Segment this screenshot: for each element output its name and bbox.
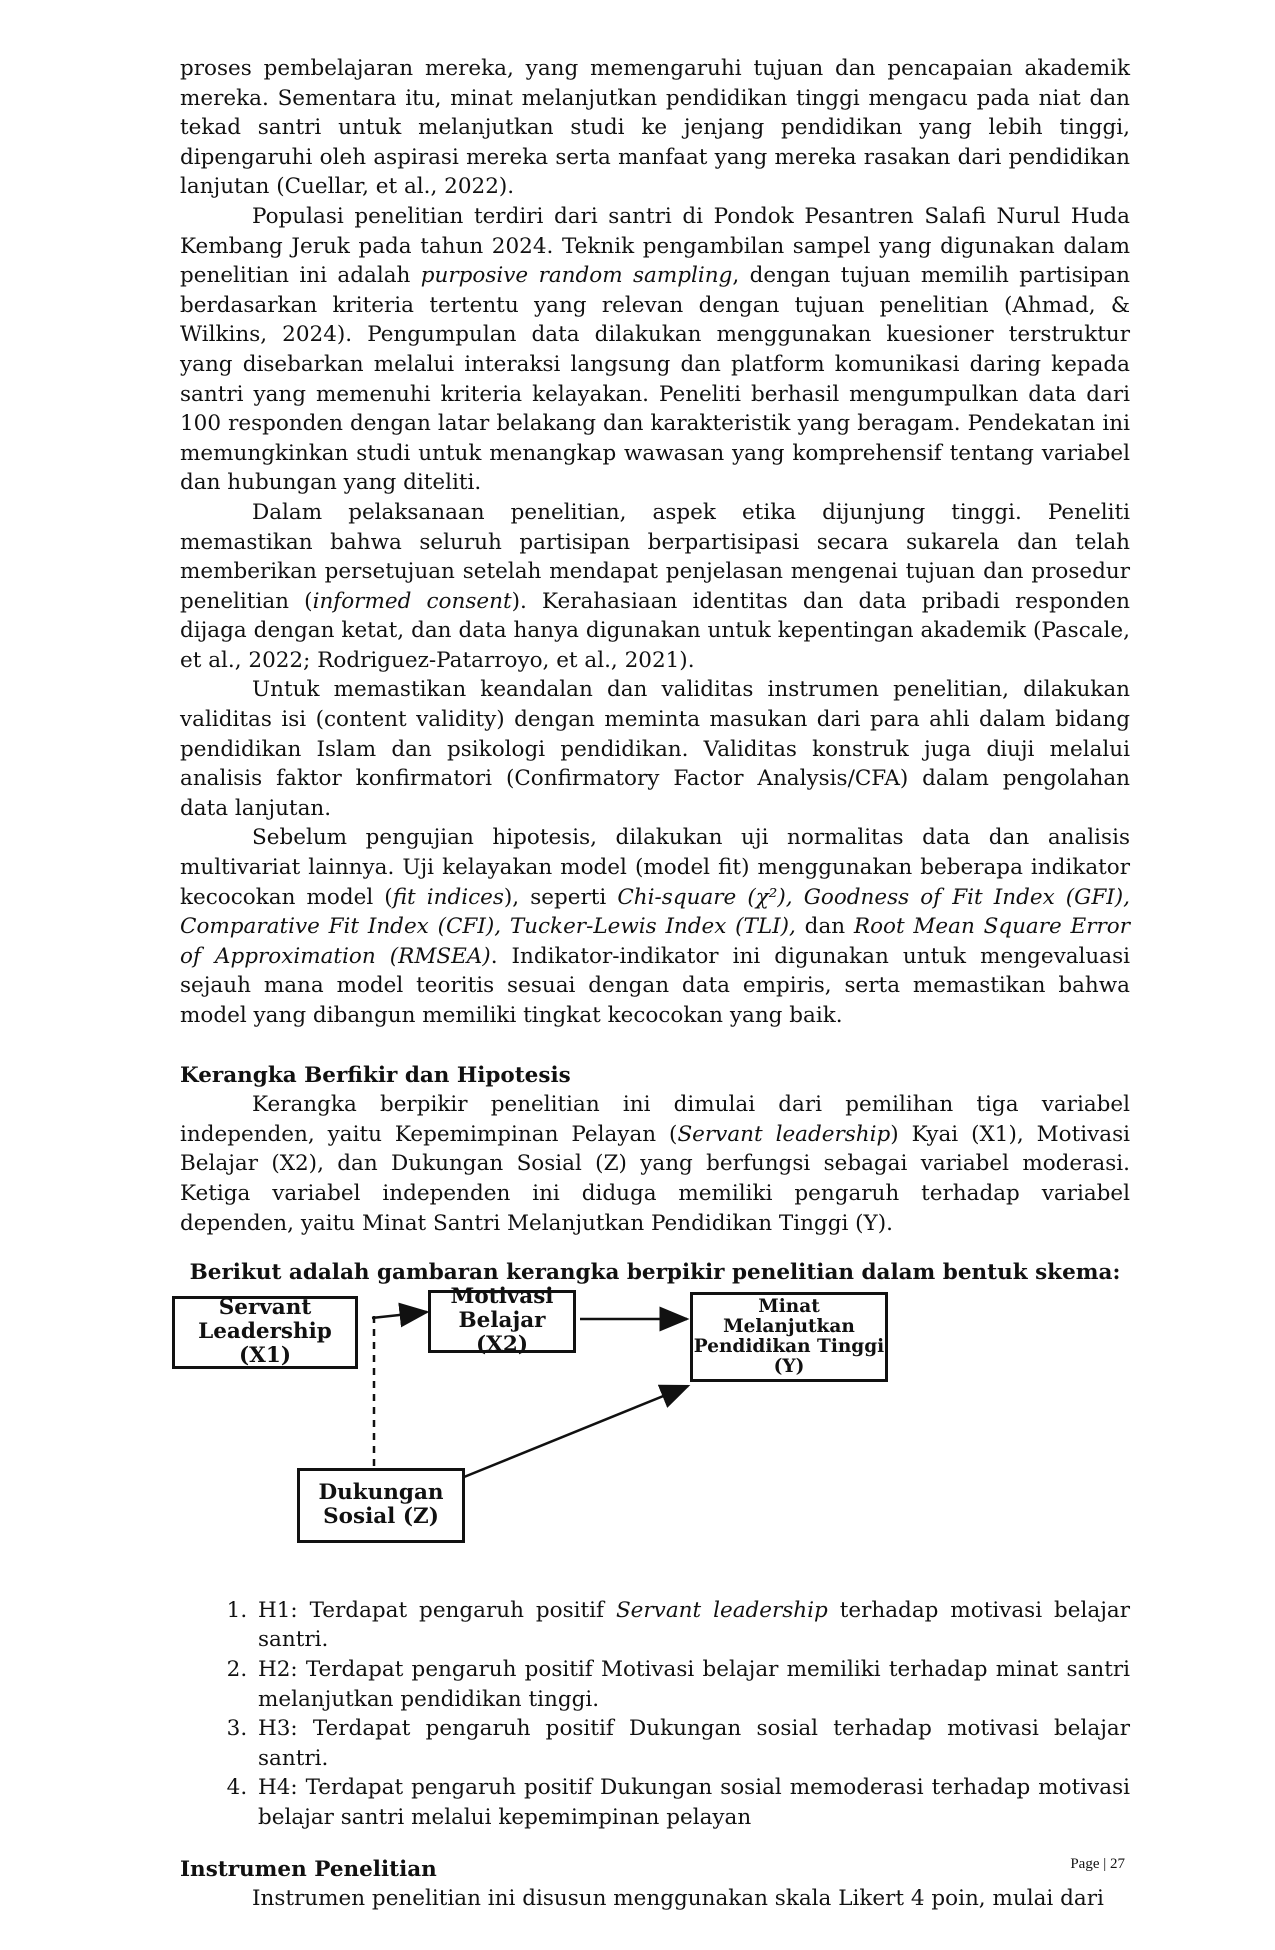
- text-span: terhadap motivasi belajar santri.: [258, 1597, 1130, 1653]
- page-number: Page | 27: [1070, 1856, 1125, 1872]
- italic-term: Servant leadership: [615, 1597, 828, 1623]
- paragraph-4: Untuk memastikan keandalan dan validitas instrumen penelitian, dilakukan validitas isi (content validity) dengan meminta masukan dari para ahli dalam bidang pendidikan Islam dan psikologi pendidikan. Validitas konstruk juga diuji melalui analisis faktor konfirmatori (Confirmatory Factor Analysis/CFA) dalam pengolahan data lanjutan.: [180, 677, 1130, 821]
- paragraph-5: [180, 823, 1130, 1030]
- section-heading-kerangka: Kerangka Berfikir dan Hipotesis: [180, 1062, 571, 1088]
- italic-term: Root Mean Square Error of Approximation (RMSEA): [180, 914, 1130, 969]
- text-span: ), seperti: [503, 884, 618, 910]
- paragraph-2: [180, 202, 1130, 498]
- arrow-z-to-y: [464, 1386, 688, 1477]
- hypothesis-item: 4. H4: Terdapat pengaruh positif Dukungan sosial memoderasi terhadap motivasi belajar santri melalui kepemimpinan pelayan: [254, 1773, 1130, 1832]
- text-span: ) Kyai (X1), Motivasi Belajar (X2), dan Dukungan Sosial (Z) yang berfungsi sebagai variabel moderasi. Ketiga variabel independen ini diduga memiliki pengaruh terhadap variabel dependen, yaitu Minat Santri Melanjutkan Pendidikan Tinggi (Y).: [180, 1121, 1130, 1236]
- box-x2-motivasi-belajar: Motivasi Belajar (X2): [428, 1290, 576, 1353]
- text-span: Dalam pelaksanaan penelitian, aspek etika dijunjung tinggi. Peneliti memastikan bahwa seluruh partisipan berpartisipasi secara sukarela dan telah memberikan persetujuan setelah mendapat penjelasan mengenai tujuan dan prosedur penelitian (: [180, 499, 1130, 614]
- paragraph-1: proses pembelajaran mereka, yang memengaruhi tujuan dan pencapaian akademik mereka. Sementara itu, minat melanjutkan pendidikan tinggi mengacu pada niat dan tekad santri untuk melanjutkan studi ke jenjang pendidikan yang lebih tinggi, dipengaruhi oleh aspirasi mereka serta manfaat yang mereka rasakan dari pendidikan lanjutan (Cuellar, et al., 2022).: [180, 56, 1130, 200]
- italic-term: informed consent: [312, 588, 512, 614]
- box-y-minat-melanjutkan: Minat Melanjutkan Pendidikan Tinggi (Y): [690, 1292, 888, 1382]
- paragraph-kerangka: [180, 1090, 1130, 1238]
- hypotheses-list: [180, 1596, 1130, 1833]
- text-span: H1: Terdapat pengaruh positif: [258, 1597, 616, 1623]
- box-x1-servant-leadership: Servant Leadership (X1): [172, 1296, 358, 1369]
- text-span: ). Kerahasiaan identitas dan data pribadi responden dijaga dengan ketat, dan data hanya digunakan untuk kepentingan akademik (Pascale, et al., 2022; Rodriguez-Patarroyo, et al., 2021).: [180, 588, 1130, 673]
- hypothesis-item: 2. H2: Terdapat pengaruh positif Motivasi belajar memiliki terhadap minat santri melanjutkan pendidikan tinggi.: [254, 1655, 1130, 1714]
- italic-term: Chi-square (χ²), Goodness of Fit Index (GFI), Comparative Fit Index (CFI), Tucker-Lewis Index (TLI),: [180, 884, 1130, 940]
- hypothesis-item: 3. H3: Terdapat pengaruh positif Dukungan sosial terhadap motivasi belajar santri.: [254, 1714, 1130, 1773]
- italic-term: fit indices: [392, 884, 504, 910]
- italic-term: purposive random sampling: [420, 263, 733, 289]
- paragraph-3: [180, 498, 1130, 676]
- spacer: [180, 1031, 1130, 1061]
- text-span: . Indikator-indikator ini digunakan untuk mengevaluasi sejauh mana model teoritis sesuai dengan data empiris, serta memastikan bahwa model yang dibangun memiliki tingkat kecocokan yang baik.: [180, 943, 1130, 1028]
- italic-term: Servant leadership: [677, 1121, 891, 1147]
- text-span: Kerangka berpikir penelitian ini dimulai dari pemilihan tiga variabel independen, yaitu Kepemimpinan Pelayan (: [180, 1092, 1130, 1147]
- text-span: , dengan tujuan memilih partisipan berdasarkan kriteria tertentu yang relevan dengan tujuan penelitian (Ahmad, & Wilkins, 2024). Pengumpulan data dilakukan menggunakan kuesioner terstruktur yang disebarkan melalui interaksi langsung dan platform komunikasi daring kepada santri yang memenuhi kriteria kelayakan. Peneliti berhasil mengumpulkan data dari 100 responden dengan latar belakang dan karakteristik yang beragam. Pendekatan ini memungkinkan studi untuk menangkap wawasan yang komprehensif tentang variabel dan hubungan yang diteliti.: [180, 263, 1130, 496]
- box-z-dukungan-sosial: Dukungan Sosial (Z): [297, 1468, 465, 1543]
- section-heading-instrumen: Instrumen Penelitian: [180, 1856, 437, 1882]
- figure-caption: Berikut adalah gambaran kerangka berpikir penelitian dalam bentuk skema:: [189, 1260, 1121, 1286]
- paragraph-instrumen: Instrumen penelitian ini disusun menggunakan skala Likert 4 poin, mulai dari: [252, 1886, 1104, 1912]
- hypothesis-item: [254, 1596, 1130, 1655]
- spacer: [180, 1833, 1130, 1855]
- text-span: Sebelum pengujian hipotesis, dilakukan uji normalitas data dan analisis multivariat lainnya. Uji kelayakan model (model fit) menggunakan beberapa indikator kecocokan model (: [180, 825, 1130, 910]
- document-page: [180, 54, 1130, 1914]
- arrow-x1-to-x2: [372, 1312, 427, 1318]
- text-span: Populasi penelitian terdiri dari santri di Pondok Pesantren Salafi Nurul Huda Kembang Jeruk pada tahun 2024. Teknik pengambilan sampel yang digunakan dalam penelitian ini adalah: [180, 203, 1130, 289]
- text-span: dan: [795, 914, 854, 940]
- framework-diagram: [180, 1284, 1130, 1586]
